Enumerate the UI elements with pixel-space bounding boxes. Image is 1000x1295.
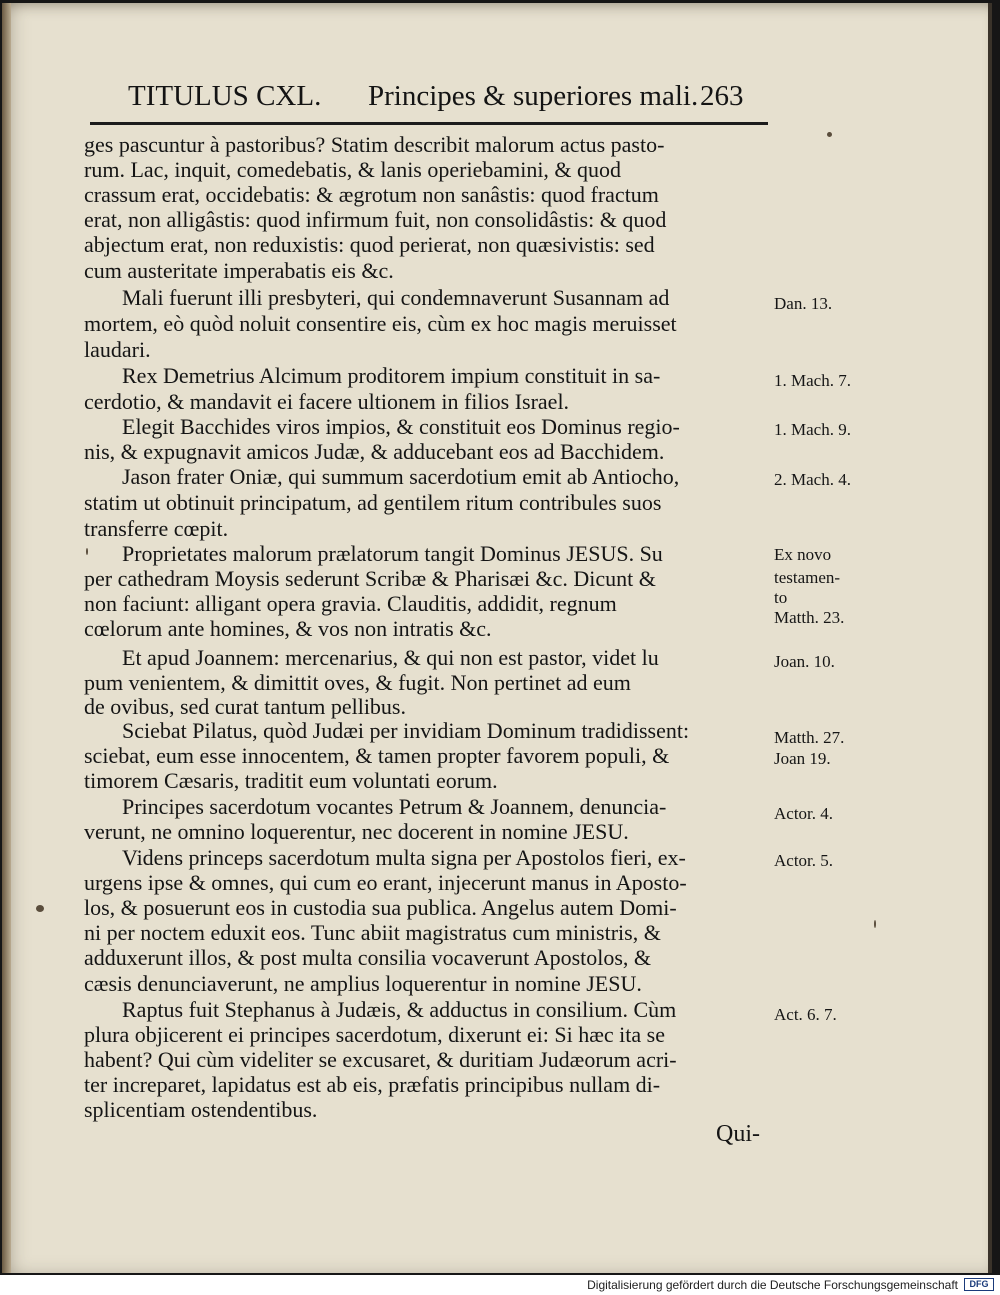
paragraph-start-line: Elegit Bacchides viros impios, & constituit eos Dominus regio- [122, 414, 680, 439]
ink-speck [36, 905, 44, 912]
catchword: Qui- [716, 1121, 760, 1147]
text-line: per cathedram Moysis sederunt Scribæ & Pharisæi &c. Dicunt & [84, 566, 656, 591]
text-line: verunt, ne omnino loquerentur, nec docerent in nomine JESU. [84, 819, 629, 844]
paragraph-start-line: Mali fuerunt illi presbyteri, qui condemnaverunt Susannam ad [122, 285, 670, 310]
footer-bar [0, 1275, 1000, 1295]
text-line: pum venientem, & dimittit oves, & fugit. Non pertinet ad eum [84, 670, 631, 695]
text-line: erat, non alligâstis: quod infirmum fuit, non consolidâstis: & quod [84, 207, 667, 232]
header-rule [90, 122, 768, 125]
running-head-title: TITULUS CXL. [128, 80, 322, 112]
dfg-logo: DFG [964, 1278, 994, 1291]
text-line: cæsis denunciaverunt, ne amplius loquerentur in nomine JESU. [84, 971, 642, 996]
margin-note: Act. 6. 7. [774, 1005, 837, 1024]
text-line: ges pascuntur à pastoribus? Statim describit malorum actus pasto- [84, 132, 665, 157]
text-line: splicentiam ostendentibus. [84, 1097, 318, 1122]
text-line: los, & posuerunt eos in custodia sua publica. Angelus autem Domi- [84, 895, 677, 920]
paragraph-start-line: Et apud Joannem: mercenarius, & qui non est pastor, videt lu [122, 645, 659, 670]
text-line: urgens ipse & omnes, qui cum eo erant, injecerunt manus in Aposto- [84, 870, 687, 895]
text-line: statim ut obtinuit principatum, ad gentilem ritum contribules suos [84, 490, 662, 515]
text-line: abjectum erat, non reduxistis: quod perierat, non quæsivistis: sed [84, 232, 655, 257]
margin-note: Matth. 27. [774, 728, 845, 747]
text-line: cœlorum ante homines, & vos non intratis &c. [84, 616, 492, 641]
funding-credit: Digitalisierung gefördert durch die Deutsche Forschungsgemeinschaft [587, 1278, 958, 1292]
paragraph-start-line: Principes sacerdotum vocantes Petrum & Joannem, denuncia- [122, 794, 667, 819]
margin-note: Joan 19. [774, 749, 831, 768]
paragraph-start-line: Proprietates malorum prælatorum tangit Dominus JESUS. Su [122, 541, 663, 566]
text-line: crassum erat, occidebatis: & ægrotum non sanâstis: quod fractum [84, 182, 659, 207]
text-line: transferre cœpit. [84, 516, 229, 541]
text-line: mortem, eò quòd noluit consentire eis, cùm ex hoc magis meruisset [84, 311, 677, 336]
margin-note: Dan. 13. [774, 294, 833, 313]
paragraph-start-line: Videns princeps sacerdotum multa signa per Apostolos fieri, ex- [122, 845, 686, 870]
text-line: ter increparet, lapidatus est ab eis, præfatis principibus nullam di- [84, 1072, 661, 1097]
text-line: sciebat, eum esse innocentem, & tamen propter favorem populi, & [84, 743, 670, 768]
text-line: nis, & expugnavit amicos Judæ, & adducebant eos ad Bacchidem. [84, 439, 665, 464]
page-edge-shadow [2, 3, 11, 1273]
text-line: timorem Cæsaris, traditit eum voluntati eorum. [84, 768, 498, 793]
text-line: cum austeritate imperabatis eis &c. [84, 258, 394, 283]
margin-note: Matth. 23. [774, 608, 845, 627]
text-line: adduxerunt illos, & post multa consilia vocaverunt Apostolos, & [84, 945, 652, 970]
text-line: non faciunt: alligant opera gravia. Clauditis, addidit, regnum [84, 591, 617, 616]
margin-note: 1. Mach. 9. [774, 420, 851, 439]
margin-note: testamen- [774, 568, 841, 587]
text-line: rum. Lac, inquit, comedebatis, & lanis operiebamini, & quod [84, 157, 622, 182]
margin-note: 1. Mach. 7. [774, 371, 851, 390]
margin-note: Joan. 10. [774, 652, 835, 671]
margin-note: to [774, 588, 788, 607]
paragraph-start-line: Rex Demetrius Alcimum proditorem impium constituit in sa- [122, 363, 661, 388]
paragraph-start-line: Sciebat Pilatus, quòd Judæi per invidiam Dominum tradidissent: [122, 718, 690, 743]
text-line: de ovibus, sed curat tantum pellibus. [84, 694, 406, 719]
text-line: habent? Qui cùm videliter se excusaret, & duritiam Judæorum acri- [84, 1047, 677, 1072]
page-number: 263 [700, 80, 744, 112]
running-head-subject: Principes & superiores mali. [368, 80, 699, 112]
paragraph-start-line: Jason frater Oniæ, qui summum sacerdotium emit ab Antiocho, [122, 464, 680, 489]
margin-note: Actor. 4. [774, 804, 834, 823]
margin-note: 2. Mach. 4. [774, 470, 851, 489]
text-line: laudari. [84, 337, 151, 362]
text-line: cerdotio, & mandavit ei facere ultionem in filios Israel. [84, 389, 570, 414]
ink-speck [86, 548, 88, 555]
text-line: ni per noctem eduxit eos. Tunc abiit magistratus cum ministris, & [84, 920, 661, 945]
paragraph-start-line: Raptus fuit Stephanus à Judæis, & adductus in consilium. Cùm [122, 997, 677, 1022]
margin-note: Actor. 5. [774, 851, 834, 870]
margin-note: Ex novo [774, 545, 832, 564]
ink-speck [827, 132, 832, 137]
ink-speck [874, 920, 876, 928]
text-line: plura objicerent ei principes sacerdotum, dixerunt ei: Si hæc ita se [84, 1022, 665, 1047]
running-head [118, 80, 768, 120]
